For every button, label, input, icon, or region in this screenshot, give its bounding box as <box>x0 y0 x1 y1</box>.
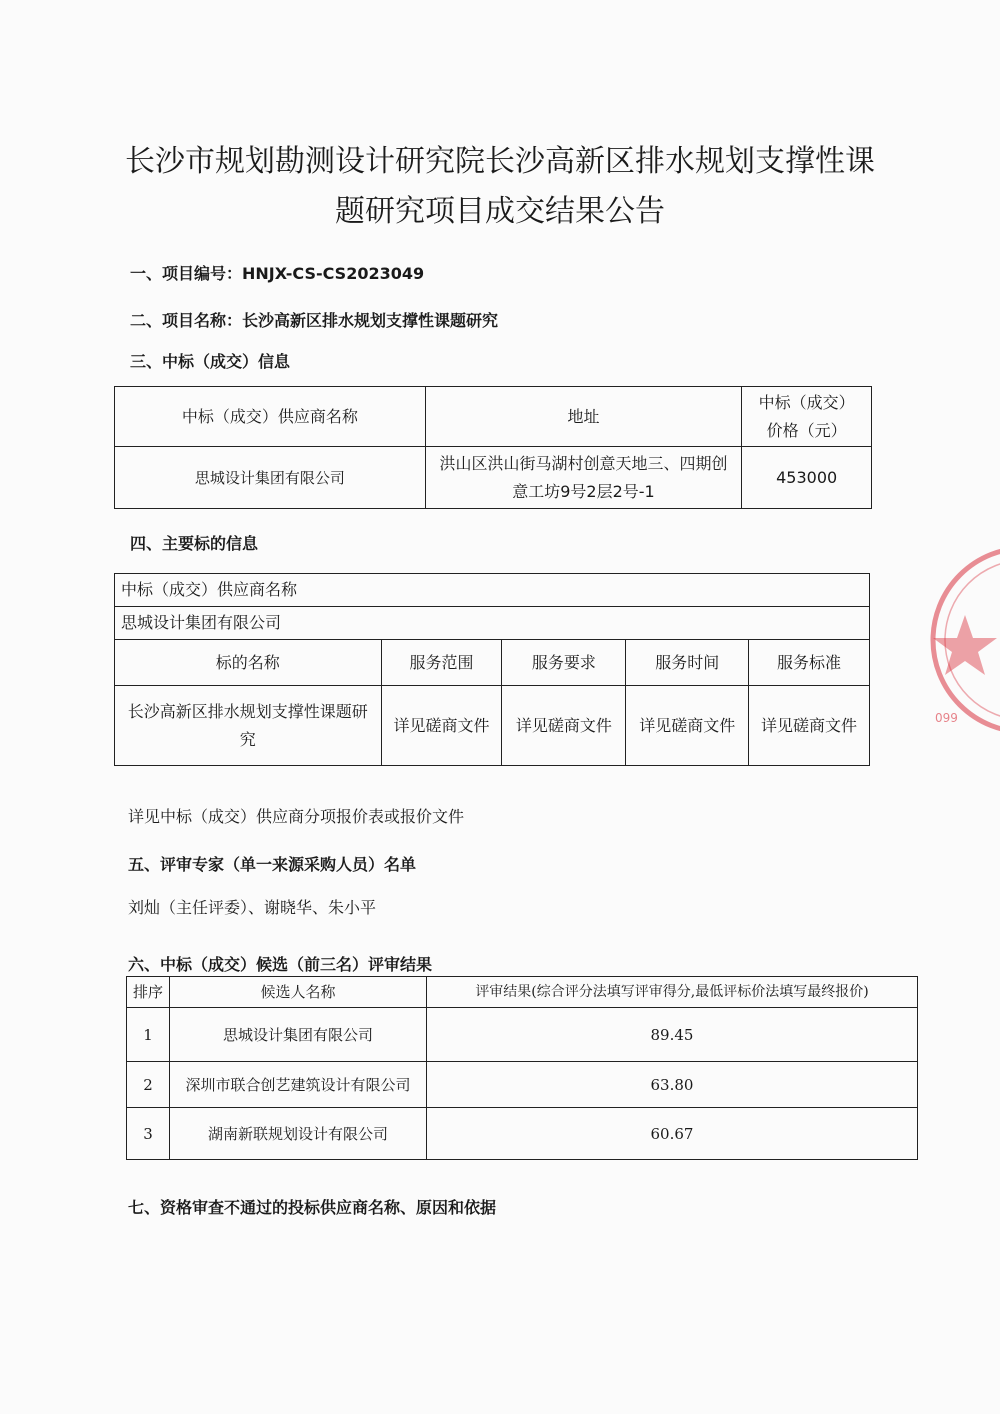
subject-name-line2: 究 <box>239 729 256 749</box>
subject-name-line1: 长沙高新区排水规划支撑性课题研 <box>127 701 368 721</box>
candidate-name-cell: 深圳市联合创艺建筑设计有限公司 <box>170 1062 427 1108</box>
table-row <box>115 447 872 509</box>
supplier-label-cell: 中标（成交）供应商名称 <box>115 574 870 607</box>
document-title-line1: 长沙市规划勘测设计研究院长沙高新区排水规划支撑性课 <box>125 144 875 179</box>
header-subject-name: 标的名称 <box>115 640 382 686</box>
project-number-label: 一、项目编号： <box>130 264 243 283</box>
header-supplier: 中标（成交）供应商名称 <box>115 387 426 447</box>
supplier-value-cell: 思城设计集团有限公司 <box>115 607 870 640</box>
supplier-cell: 思城设计集团有限公司 <box>115 447 426 509</box>
quote-note: 详见中标（成交）供应商分项报价表或报价文件 <box>128 807 465 826</box>
table-row <box>127 1062 918 1108</box>
official-seal-stamp <box>925 540 1000 740</box>
header-service-scope: 服务范围 <box>381 640 502 686</box>
header-service-standard: 服务标准 <box>749 640 870 686</box>
header-service-requirement: 服务要求 <box>502 640 626 686</box>
score-cell: 60.67 <box>427 1108 918 1160</box>
section7-heading: 七、资格审查不通过的投标供应商名称、原因和依据 <box>128 1198 497 1217</box>
price-cell: 453000 <box>742 447 872 509</box>
score-cell: 89.45 <box>427 1008 918 1062</box>
score-cell: 63.80 <box>427 1062 918 1108</box>
section3-heading: 三、中标（成交）信息 <box>130 352 291 371</box>
table-row <box>127 1008 918 1062</box>
service-time-cell: 详见磋商文件 <box>626 686 749 766</box>
subject-name-cell <box>115 686 382 766</box>
project-number-value: HNJX-CS-CS2023049 <box>242 264 425 283</box>
header-candidate-name: 候选人名称 <box>170 977 427 1008</box>
project-name-value: 长沙高新区排水规划支撑性课题研究 <box>242 311 499 330</box>
rank-cell: 1 <box>127 1008 170 1062</box>
section6-heading: 六、中标（成交）候选（前三名）评审结果 <box>128 955 433 974</box>
section4-heading: 四、主要标的信息 <box>130 534 259 553</box>
header-evaluation-result: 评审结果(综合评分法填写评审得分,最低评标价法填写最终报价) <box>427 977 918 1008</box>
service-requirement-cell: 详见磋商文件 <box>502 686 626 766</box>
expert-list: 刘灿（主任评委）、谢晓华、朱小平 <box>128 898 377 917</box>
service-scope-cell: 详见磋商文件 <box>381 686 502 766</box>
evaluation-results-table <box>126 976 918 1160</box>
project-name-line <box>130 308 498 331</box>
header-price <box>742 387 872 447</box>
address-line1: 洪山区洪山街马湖村创意天地三、四期创 <box>439 453 728 473</box>
rank-cell: 2 <box>127 1062 170 1108</box>
header-address: 地址 <box>425 387 742 447</box>
project-number-line <box>130 261 424 284</box>
project-name-label: 二、项目名称： <box>130 311 243 330</box>
document-title-line2: 题研究项目成交结果公告 <box>335 194 665 229</box>
table-row <box>115 686 870 766</box>
subject-info-table <box>114 573 870 766</box>
service-standard-cell: 详见磋商文件 <box>749 686 870 766</box>
address-cell <box>425 447 742 509</box>
address-line2: 意工坊9号2层2号-1 <box>512 481 655 501</box>
rank-cell: 3 <box>127 1108 170 1160</box>
header-rank: 排序 <box>127 977 170 1008</box>
section5-heading: 五、评审专家（单一来源采购人员）名单 <box>128 855 417 874</box>
header-service-time: 服务时间 <box>626 640 749 686</box>
award-info-table <box>114 386 872 509</box>
table-row <box>127 1108 918 1160</box>
header-price-line1: 中标（成交） <box>758 392 855 412</box>
seal-number: 099 <box>935 711 958 725</box>
seal-star-icon <box>933 615 997 675</box>
candidate-name-cell: 湖南新联规划设计有限公司 <box>170 1108 427 1160</box>
header-price-line2: 价格（元） <box>766 420 847 440</box>
candidate-name-cell: 思城设计集团有限公司 <box>170 1008 427 1062</box>
